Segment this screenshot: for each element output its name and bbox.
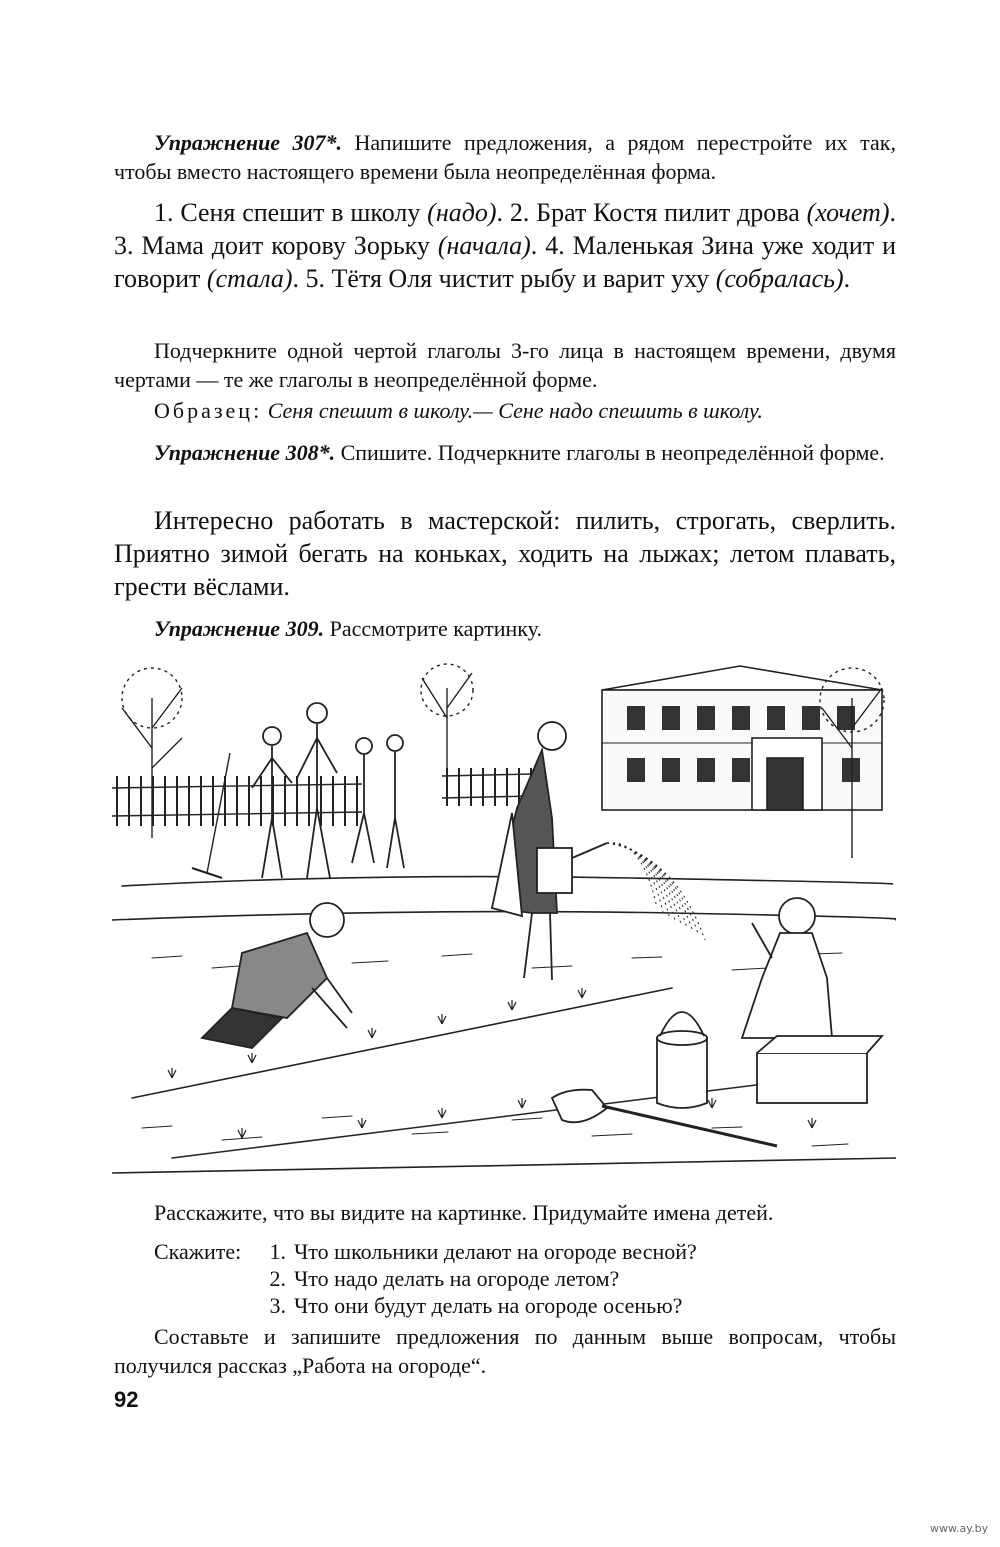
questions-lead: Скажите: [154,1239,242,1264]
question-row-2: 2. Что надо делать на огороде летом? [269,1266,620,1291]
sentence-4: 4. Маленькая Зина уже ходит и говорит (стала). [114,231,897,293]
girl-with-watering-can [492,722,607,980]
school-building [602,666,882,810]
exercise-308-title: Упражнение 308*. [154,440,336,465]
page-number: 92 [114,1387,139,1412]
sentence-2: 2. Брат Костя пилит дрова (хочет). [509,198,896,227]
question-row-3: 3. Что они будут делать на огороде осенью? [269,1293,683,1318]
sample-text: Сеня спешит в школу.— Сене надо спешить в школу. [267,398,763,423]
exercise-308-task: Спишите. Подчеркните глаголы в неопределённой форме. [335,440,885,465]
watermark: www.ay.by [930,1522,989,1535]
exercise-308-text: Интересно работать в мастерской: пилить, строгать, сверлить. Приятно зимой бегать на коньках, ходить на лыжах; летом плавать, грести вёслами. [114,506,896,601]
girl-with-seedlings [742,898,882,1103]
exercise-307-instruction: Подчеркните одной чертой глаголы 3-го лица в настоящем времени, двумя чертами — те же глаголы в неопределённой форме. [114,338,896,392]
exercise-309-final-task: Составьте и запишите предложения по данным выше вопросам, чтобы получился рассказ „Работа на огороде“. [114,1324,896,1378]
garden-illustration [112,658,896,1188]
sample-label: Образец: [154,398,263,423]
exercise-309-header [114,614,896,643]
questions-list [154,1238,854,1319]
exercise-307-header [114,128,896,186]
sentence-3: 3. Мама доит корову Зорьку (начала). [114,231,546,260]
exercise-309-after-picture: Расскажите, что вы видите на картинке. Придумайте имена детей. [154,1200,774,1225]
tree-middle [421,664,473,788]
sentence-1: 1. Сеня спешит в школу (надо). [154,198,510,227]
question-row-1: Скажите: 1. Что школьники делают на огороде весной? [154,1239,697,1264]
exercise-309-title: Упражнение 309. [154,616,325,641]
sentence-5: 5. Тётя Оля чистит рыбу и варит уху (собралась). [305,264,851,293]
exercise-309-task: Рассмотрите картинку. [324,616,542,641]
exercise-307-sample [114,396,896,425]
exercise-307-task: Напишите предложения, а рядом перестройте их так, чтобы вместо настоящего времени была неопределённая форма. [114,130,896,184]
bucket [657,1012,707,1108]
exercise-308-header [114,438,896,467]
boy-planting [202,903,352,1048]
tree-left [122,668,182,838]
exercise-307-sentences [114,196,896,295]
exercise-307-title: Упражнение 307*. [154,130,343,155]
